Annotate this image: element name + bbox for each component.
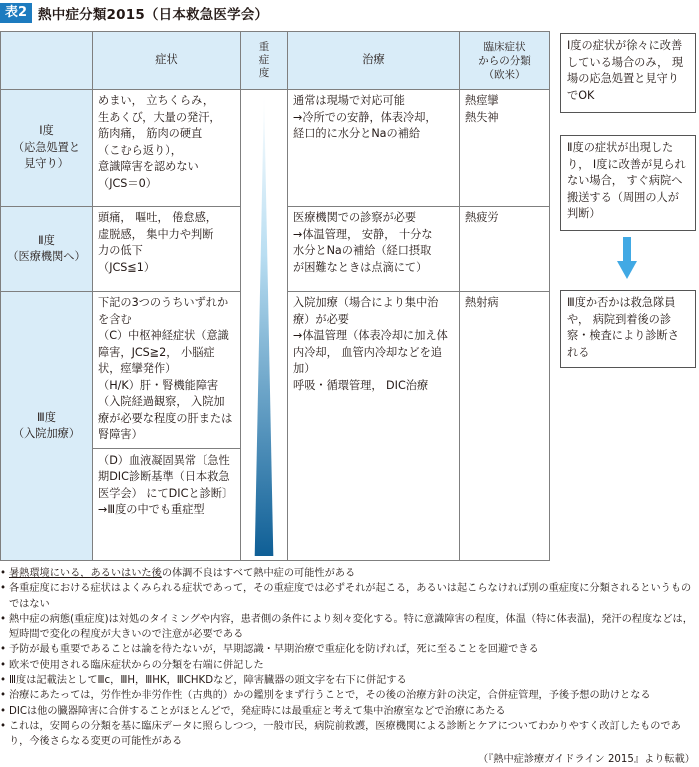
symptoms-grade-3-dic: （D）血液凝固異常〔急性期DIC診断基準（日本救急医学会） にてDICと診断〕 →Ⅲ度の中でも重症型 xyxy=(93,448,240,519)
grade-2: Ⅱ度 （医療機関へ） xyxy=(1,207,93,292)
footnote-item: • DICは他の臓器障害に合併することがほとんどで，発症時には最重症と考えて集中治療室などで治療にあたる xyxy=(0,704,699,719)
symptoms-grade-3-cell xyxy=(93,292,241,561)
symptoms-grade-1: めまい， 立ちくらみ， 生あくび，大量の発汗， 筋肉痛， 筋肉の硬直 （こむら返り）， 意識障害を認めない （JCS＝0） xyxy=(93,90,241,207)
clinical-grade-2: 熱疲労 xyxy=(460,207,550,292)
header-symptoms: 症状 xyxy=(93,32,241,90)
footnote-item: • 熱中症の病態(重症度)は対処のタイミングや内容，患者側の条件により刻々変化する。特に意識障害の程度，体温（特に体表温)，発汗の程度などは，短時間で変化の程度が大きいので注意が必要である xyxy=(0,612,699,643)
severity-gradient xyxy=(241,90,288,561)
table-title: 熱中症分類2015（日本救急医学会） xyxy=(38,7,269,23)
header-severity: 重 症 度 xyxy=(241,32,288,90)
callout-grade-2: Ⅱ度の症状が出現したり， Ⅰ度に改善が見られない場合， すぐ病院へ搬送する（周囲の人が判断） xyxy=(560,135,696,231)
heatstroke-classification-table xyxy=(0,31,550,561)
symptoms-grade-3: 下記の3つのうちいずれかを含む （C）中枢神経症状（意識障害，JCS≧2， 小脳症状，痙攣発作） （H/K）肝・腎機能障害（入院経過観察， 入院加療が必要な程度の肝または腎障害） xyxy=(98,296,233,441)
treatment-grade-2: 医療機関での診察が必要 →体温管理， 安静， 十分な 水分とNaの補給（経口摂取 が困難なときは点滴にて） xyxy=(288,207,460,292)
table-header-row xyxy=(1,32,550,90)
figure-title-row xyxy=(0,0,268,26)
footnote-item: • 欧米で使用される臨床症状からの分類を右端に併記した xyxy=(0,658,699,673)
callout-grade-3: Ⅲ度か否かは救急隊員や， 病院到着後の診察・検査により診断される xyxy=(560,290,696,368)
header-treatment: 治療 xyxy=(288,32,460,90)
footnote-rest: の体調不良はすべて熱中症の可能性がある xyxy=(161,568,356,579)
footnote-item: • 各重症度における症状はよくみられる症状であって，その重症度では必ずそれが起こる，あるいは起こらなければ別の重症度に分類されるというものではない xyxy=(0,581,699,612)
footnote-item: • 治療にあたっては，労作性か非労作性（古典的）かの鑑別をまず行うことで，その後の治療方針の決定，合併症管理，予後予想の助けとなる xyxy=(0,688,699,703)
header-clinical: 臨床症状 からの分類 （欧米） xyxy=(460,32,550,90)
symptoms-grade-2: 頭痛， 嘔吐， 倦怠感， 虚脱感， 集中力や判断 力の低下 （JCS≦1） xyxy=(93,207,241,292)
footnote-item: • これは，安岡らの分類を基に臨床データに照らしつつ，一般市民，病院前救護，医療機関による診断とケアについてわかりやすく改訂したものであり，今後さらなる変更の可能性がある xyxy=(0,719,699,750)
table-row xyxy=(1,90,550,207)
footnote-item xyxy=(0,566,699,581)
source-citation: （『熱中症診療ガイドライン 2015』より転載） xyxy=(477,754,695,765)
down-arrow-icon xyxy=(617,237,637,279)
footnote-item: • 予防が最も重要であることは論を待たないが，早期認識・早期治療で重症化を防げれば，死に至ることを回避できる xyxy=(0,642,699,657)
header-grade xyxy=(1,32,93,90)
footnotes xyxy=(0,566,699,750)
table-tag: 表2 xyxy=(0,3,32,23)
clinical-grade-1: 熱痙攣 熱失神 xyxy=(460,90,550,207)
footnote-underlined: 暑熱環境にいる，あるいはいた後 xyxy=(9,568,162,579)
callout-grade-1: Ⅰ度の症状が徐々に改善している場合のみ， 現場の応急処置と見守りでOK xyxy=(560,33,696,113)
treatment-grade-1: 通常は現場で対応可能 →冷所での安静，体表冷却， 経口的に水分とNaの補給 xyxy=(288,90,460,207)
footnote-item: • Ⅲ度は記載法としてⅢc，ⅢH，ⅢHK，ⅢCHKDなど，障害臓器の頭文字を右下に併記する xyxy=(0,673,699,688)
severity-triangle-icon xyxy=(241,90,287,560)
grade-1: Ⅰ度 （応急処置と 見守り） xyxy=(1,90,93,207)
grade-3: Ⅲ度 （入院加療） xyxy=(1,292,93,561)
clinical-grade-3: 熱射病 xyxy=(460,292,550,561)
treatment-grade-3: 入院加療（場合により集中治療）が必要 →体温管理（体表冷却に加え体内冷却， 血管内冷却などを追加） 呼吸・循環管理， DIC治療 xyxy=(288,292,460,561)
